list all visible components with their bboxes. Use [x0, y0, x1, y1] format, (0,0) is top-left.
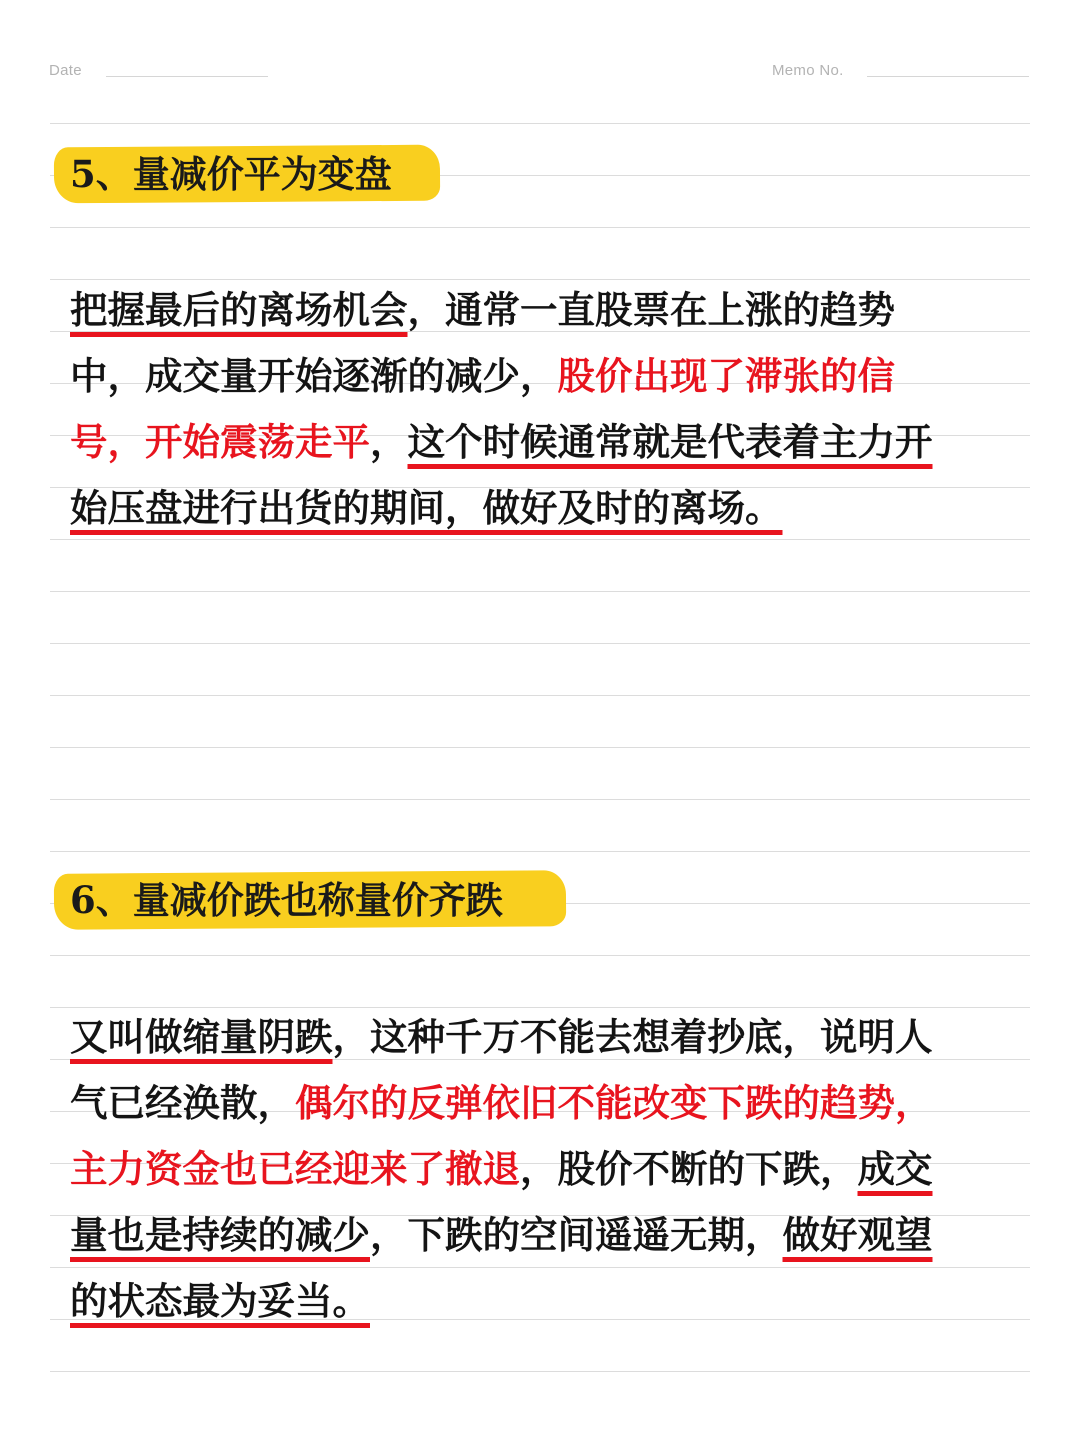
- paragraph-line: [70, 343, 1038, 409]
- paragraph-line: [70, 1004, 1038, 1070]
- ruled-line: [50, 227, 1030, 228]
- ruled-line: [50, 851, 1030, 852]
- underlined-text: 这个时候通常就是代表着主力开: [407, 420, 933, 464]
- section6-paragraph: [70, 1004, 1038, 1334]
- body-text: ，下跌的空间遥遥无期，: [370, 1213, 783, 1257]
- ruled-line: [50, 591, 1030, 592]
- highlighted-text: 号，开始震荡走平: [70, 420, 370, 464]
- underlined-text: 把握最后的离场机会: [70, 288, 408, 332]
- underlined-text: 又叫做缩量阴跌: [70, 1015, 333, 1059]
- section5-paragraph: [70, 277, 1038, 541]
- underlined-text: 做好观望: [782, 1213, 933, 1257]
- underlined-text: 成交: [857, 1147, 933, 1191]
- memo-label: Memo No.: [772, 62, 844, 79]
- body-text: 气已经涣散，: [70, 1081, 295, 1125]
- highlighted-text: 偶尔的反弹依旧不能改变下跌的趋势，: [295, 1081, 933, 1125]
- paragraph-line: [70, 475, 1038, 541]
- highlighted-text: 主力资金也已经迎来了撤退: [70, 1147, 520, 1191]
- body-text: ，通常一直股票在上涨的趋势: [407, 288, 895, 332]
- ruled-line: [50, 123, 1030, 124]
- highlighted-text: 股价出现了滞张的信: [557, 354, 895, 398]
- section5-title: 5、量减价平为变盘: [70, 152, 392, 196]
- paragraph-line: [70, 1070, 1038, 1136]
- underlined-text: 量也是持续的减少: [70, 1213, 370, 1257]
- section6-title: 6、量减价跌也称量价齐跌: [70, 878, 503, 922]
- paragraph-line: [70, 1268, 1038, 1334]
- body-text: 中，成交量开始逐渐的减少，: [70, 354, 558, 398]
- ruled-line: [50, 955, 1030, 956]
- memo-line: [867, 76, 1029, 77]
- underlined-text: 始压盘进行出货的期间，做好及时的离场。: [70, 486, 783, 530]
- body-text: ，: [370, 420, 408, 464]
- underlined-text: 的状态最为妥当。: [70, 1279, 370, 1323]
- ruled-line: [50, 643, 1030, 644]
- paragraph-line: [70, 277, 1038, 343]
- body-text: ，这种千万不能去想着抄底，说明人: [332, 1015, 933, 1059]
- ruled-line: [50, 695, 1030, 696]
- paragraph-line: [70, 1136, 1038, 1202]
- ruled-line: [50, 747, 1030, 748]
- ruled-line: [50, 1371, 1030, 1372]
- ruled-line: [50, 799, 1030, 800]
- body-text: ，股价不断的下跌，: [520, 1147, 858, 1191]
- paragraph-line: [70, 409, 1038, 475]
- date-line: [106, 76, 268, 77]
- date-label: Date: [49, 62, 82, 79]
- paragraph-line: [70, 1202, 1038, 1268]
